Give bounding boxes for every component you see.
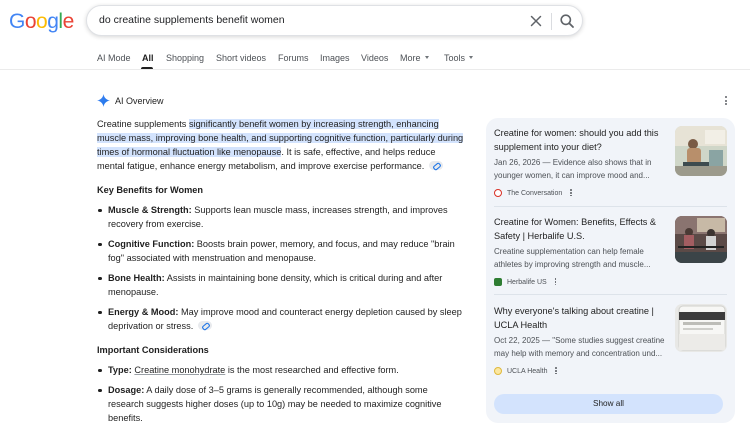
logo-letter: l xyxy=(58,10,63,33)
source-card[interactable] xyxy=(494,126,727,197)
search-box[interactable] xyxy=(86,5,583,36)
creatine-container-image xyxy=(675,304,727,352)
benefit-text: Supports lean muscle mass, increases strength, and improves recovery from exercise. xyxy=(108,205,448,229)
logo-letter: g xyxy=(47,10,59,33)
ai-overview-title: AI Overview xyxy=(115,95,164,106)
more-options-icon[interactable] xyxy=(724,96,728,106)
the-conversation-favicon-icon xyxy=(494,189,502,197)
herbalife-favicon-icon xyxy=(494,278,502,286)
tab-all[interactable]: All xyxy=(142,53,154,63)
google-logo[interactable] xyxy=(9,10,74,34)
benefit-text: Boosts brain power, memory, and focus, and may reduce "brain fog" associated with menstruation and menopause. xyxy=(108,239,455,263)
logo-letter: e xyxy=(62,10,74,33)
list-item xyxy=(97,237,465,265)
source-snippet: Creatine supplementation can help female athletes by improving strength and muscle... xyxy=(494,247,651,269)
ai-overview-intro xyxy=(97,117,465,173)
ai-overview-header xyxy=(97,94,164,107)
source-site-name: The Conversation xyxy=(507,189,563,197)
source-snippet: Oct 22, 2025 — "Some studies suggest creatine may help with memory and concentration und... xyxy=(494,336,665,358)
intro-prefix: Creatine supplements xyxy=(97,119,189,129)
dosage-label: Dosage: xyxy=(108,385,145,395)
search-icon[interactable] xyxy=(559,13,575,29)
gemini-sparkle-icon xyxy=(97,94,110,107)
tab-images[interactable]: Images xyxy=(320,53,350,63)
type-text: is the most researched and effective form. xyxy=(225,365,399,375)
benefit-label: Energy & Mood: xyxy=(108,307,179,317)
source-title[interactable]: Creatine for women: should you add this supplement into your diet? xyxy=(494,128,659,152)
key-benefits-heading: Key Benefits for Women xyxy=(97,185,204,195)
intro-suffix: . It is safe, effective, and helps reduce mental fatigue, enhance energy metabolism, and improve exercise performance. xyxy=(97,147,436,171)
tab-tools-label: Tools xyxy=(444,53,466,63)
source-thumbnail[interactable] xyxy=(675,304,727,352)
considerations-list xyxy=(97,363,465,425)
source-card[interactable] xyxy=(494,215,727,286)
benefit-label: Muscle & Strength: xyxy=(108,205,192,215)
tab-shopping[interactable]: Shopping xyxy=(166,53,205,63)
benefit-label: Cognitive Function: xyxy=(108,239,195,249)
source-card[interactable] xyxy=(494,304,727,375)
source-snippet: Jan 26, 2026 — Evidence also shows that in younger women, it can improve mood and... xyxy=(494,158,652,180)
source-site xyxy=(494,189,727,197)
intro-highlight[interactable]: significantly benefit women by increasing strength, enhancing muscle mass, improving bone health, and supporting cognitive function, particularly during times of hormonal fluctuation like menopause xyxy=(97,119,464,157)
benefits-list xyxy=(97,203,465,333)
list-item xyxy=(97,203,465,231)
more-options-icon[interactable] xyxy=(555,278,558,286)
more-options-icon[interactable] xyxy=(570,189,573,197)
link-icon[interactable] xyxy=(198,321,212,330)
header-divider xyxy=(0,69,750,70)
source-title[interactable]: Why everyone's talking about creatine | UCLA Health xyxy=(494,306,654,330)
source-site xyxy=(494,367,727,375)
benefit-text: May improve mood and counteract energy depletion caused by sleep deprivation or stress. xyxy=(108,307,462,331)
list-item xyxy=(97,271,465,299)
benefit-label: Bone Health: xyxy=(108,273,165,283)
logo-letter: G xyxy=(9,10,25,33)
ucla-health-favicon-icon xyxy=(494,367,502,375)
tab-videos[interactable]: Videos xyxy=(361,53,389,63)
tab-tools[interactable] xyxy=(444,53,473,63)
link-icon[interactable] xyxy=(429,161,443,170)
search-input[interactable]: do creatine supplements benefit women xyxy=(99,14,285,26)
clear-icon[interactable] xyxy=(529,14,543,28)
gym-photo-image xyxy=(675,216,727,263)
card-divider xyxy=(494,206,727,207)
list-item xyxy=(97,383,465,425)
source-title[interactable]: Creatine for Women: Benefits, Effects & Safety | Herbalife U.S. xyxy=(494,217,657,241)
dosage-text: A daily dose of 3–5 grams is generally recommended, although some research suggests higher doses (up to 10g) may be needed to maximize cognitive benefits. xyxy=(108,385,442,423)
search-divider xyxy=(551,13,552,30)
list-item xyxy=(97,363,465,377)
tab-ai-mode[interactable]: AI Mode xyxy=(97,53,131,63)
card-divider xyxy=(494,294,727,295)
chevron-down-icon xyxy=(469,56,473,59)
logo-letter: o xyxy=(24,10,37,33)
ai-overview-body xyxy=(97,117,465,425)
logo-letter: o xyxy=(36,10,48,33)
sources-panel xyxy=(486,118,735,423)
tab-more[interactable] xyxy=(400,53,429,63)
more-options-icon[interactable] xyxy=(555,367,558,375)
source-site xyxy=(494,278,727,286)
type-label: Type: xyxy=(108,365,132,375)
source-site-name: UCLA Health xyxy=(507,367,548,375)
gym-photo-image xyxy=(675,126,727,176)
tab-more-label: More xyxy=(400,53,421,63)
source-thumbnail[interactable] xyxy=(675,216,727,263)
source-site-name: Herbalife US xyxy=(507,278,547,286)
creatine-monohydrate-link[interactable]: Creatine monohydrate xyxy=(134,365,226,375)
source-thumbnail[interactable] xyxy=(675,126,727,176)
show-all-button[interactable]: Show all xyxy=(494,394,723,414)
benefit-text: Assists in maintaining bone density, which is critical during and after menopause. xyxy=(108,273,443,297)
chevron-down-icon xyxy=(425,56,429,59)
tab-short-videos[interactable]: Short videos xyxy=(216,53,267,63)
tab-forums[interactable]: Forums xyxy=(278,53,309,63)
list-item xyxy=(97,305,465,333)
considerations-heading: Important Considerations xyxy=(97,345,209,355)
